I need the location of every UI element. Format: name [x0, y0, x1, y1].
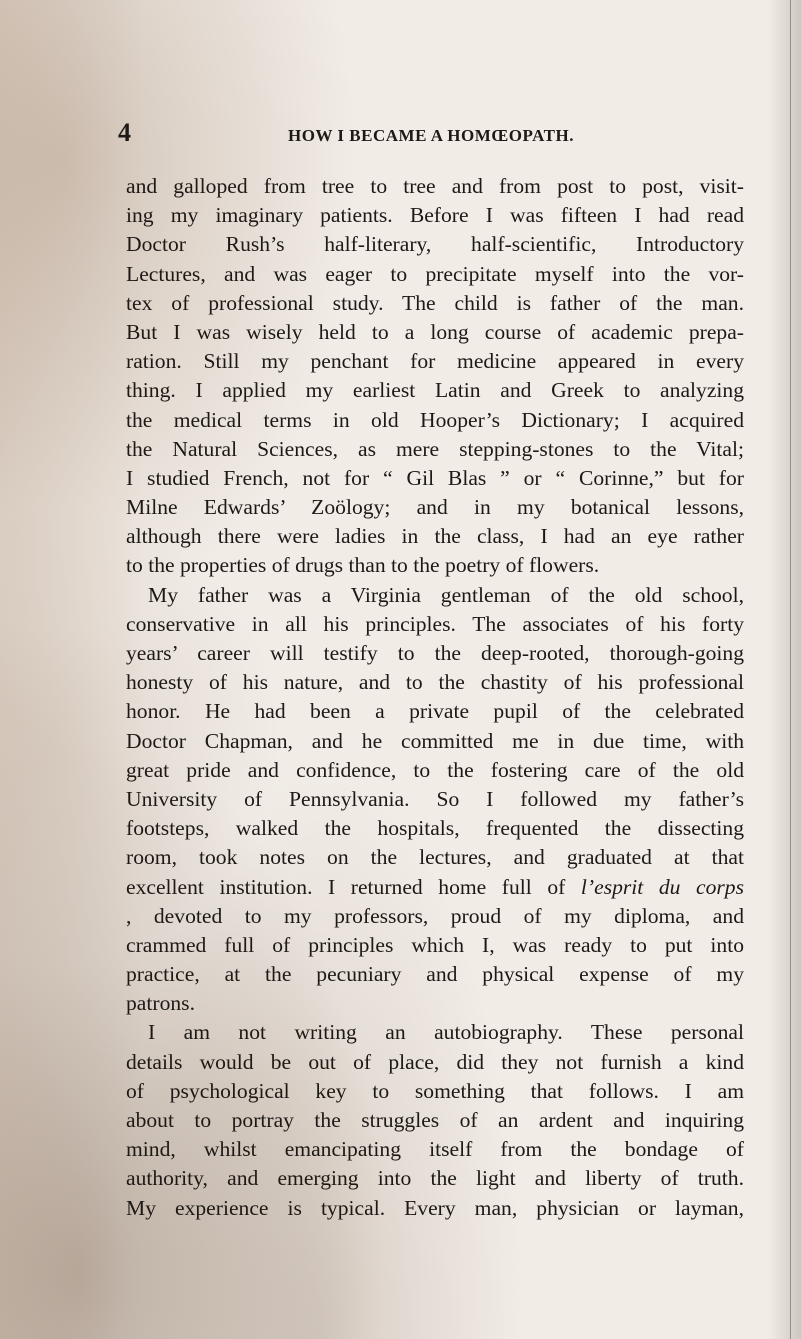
- text-line: tex of professional study. The child is father of the man.: [126, 290, 744, 315]
- text-line: mind, whilst emancipating itself from the bondage of: [126, 1137, 744, 1162]
- paragraph-start-line: I am not writing an autobiography. These personal: [148, 1020, 744, 1045]
- text-line: footsteps, walked the hospitals, frequented the dissecting: [126, 816, 744, 841]
- italic-phrase: l’esprit du corps: [580, 874, 744, 899]
- text-line: although there were ladies in the class, I had an eye rather: [126, 524, 744, 549]
- text-line: Lectures, and was eager to precipitate myself into the vor-: [126, 261, 744, 286]
- text-line: Milne Edwards’ Zoölogy; and in my botanical lessons,: [126, 495, 744, 520]
- text-line: authority, and emerging into the light and liberty of truth.: [126, 1166, 744, 1191]
- running-head: HOW I BECAME A HOMŒOPATH.: [288, 126, 574, 145]
- text-line: University of Pennsylvania. So I followed my father’s: [126, 786, 744, 811]
- text-line: conservative in all his principles. The associates of his forty: [126, 611, 744, 636]
- page-edge: [790, 0, 791, 1339]
- text-line: thing. I applied my earliest Latin and Greek to analyzing: [126, 378, 744, 403]
- text-line-with-italic: [126, 873, 744, 902]
- text-line: room, took notes on the lectures, and graduated at that: [126, 845, 744, 870]
- text-line: But I was wisely held to a long course of academic prepa-: [126, 319, 744, 344]
- text-line: years’ career will testify to the deep-rooted, thorough-going: [126, 641, 744, 665]
- text-line: crammed full of principles which I, was ready to put into: [126, 932, 744, 957]
- text-segment: excellent institution. I returned home full of: [126, 874, 566, 899]
- text-line: honor. He had been a private pupil of the celebrated: [126, 699, 744, 724]
- text-line: My experience is typical. Every man, physician or layman,: [126, 1195, 744, 1220]
- text-line: patrons.: [126, 991, 195, 1016]
- text-line: and galloped from tree to tree and from post to post, visit-: [126, 174, 744, 198]
- text-line: ration. Still my penchant for medicine appeared in every: [126, 349, 744, 374]
- text-line: honesty of his nature, and to the chastity of his professional: [126, 670, 744, 695]
- body-text: [126, 172, 744, 1223]
- text-line: of psychological key to something that follows. I am: [126, 1078, 744, 1103]
- text-line: details would be out of place, did they not furnish a kind: [126, 1049, 744, 1074]
- page-header: [118, 118, 744, 148]
- text-line: Doctor Chapman, and he committed me in due time, with: [126, 728, 744, 753]
- text-line: I studied French, not for “ Gil Blas ” or “ Corinne,” but for: [126, 465, 744, 490]
- text-line: the medical terms in old Hooper’s Dictionary; I acquired: [126, 407, 744, 432]
- text-line: the Natural Sciences, as mere stepping-stones to the Vital;: [126, 436, 744, 461]
- page-number: 4: [118, 118, 131, 147]
- text-line: to the properties of drugs than to the poetry of flowers.: [126, 553, 600, 578]
- paragraph-start-line: My father was a Virginia gentleman of the old school,: [148, 582, 744, 607]
- text-line: about to portray the struggles of an ardent and inquiring: [126, 1108, 744, 1132]
- text-line: great pride and confidence, to the fostering care of the old: [126, 757, 744, 782]
- text-line: Doctor Rush’s half-literary, half-scientific, Introductory: [126, 232, 744, 257]
- text-line: , devoted to my professors, proud of my diploma, and: [126, 903, 744, 928]
- text-line: ing my imaginary patients. Before I was fifteen I had read: [126, 203, 744, 228]
- text-line: practice, at the pecuniary and physical expense of my: [126, 962, 744, 987]
